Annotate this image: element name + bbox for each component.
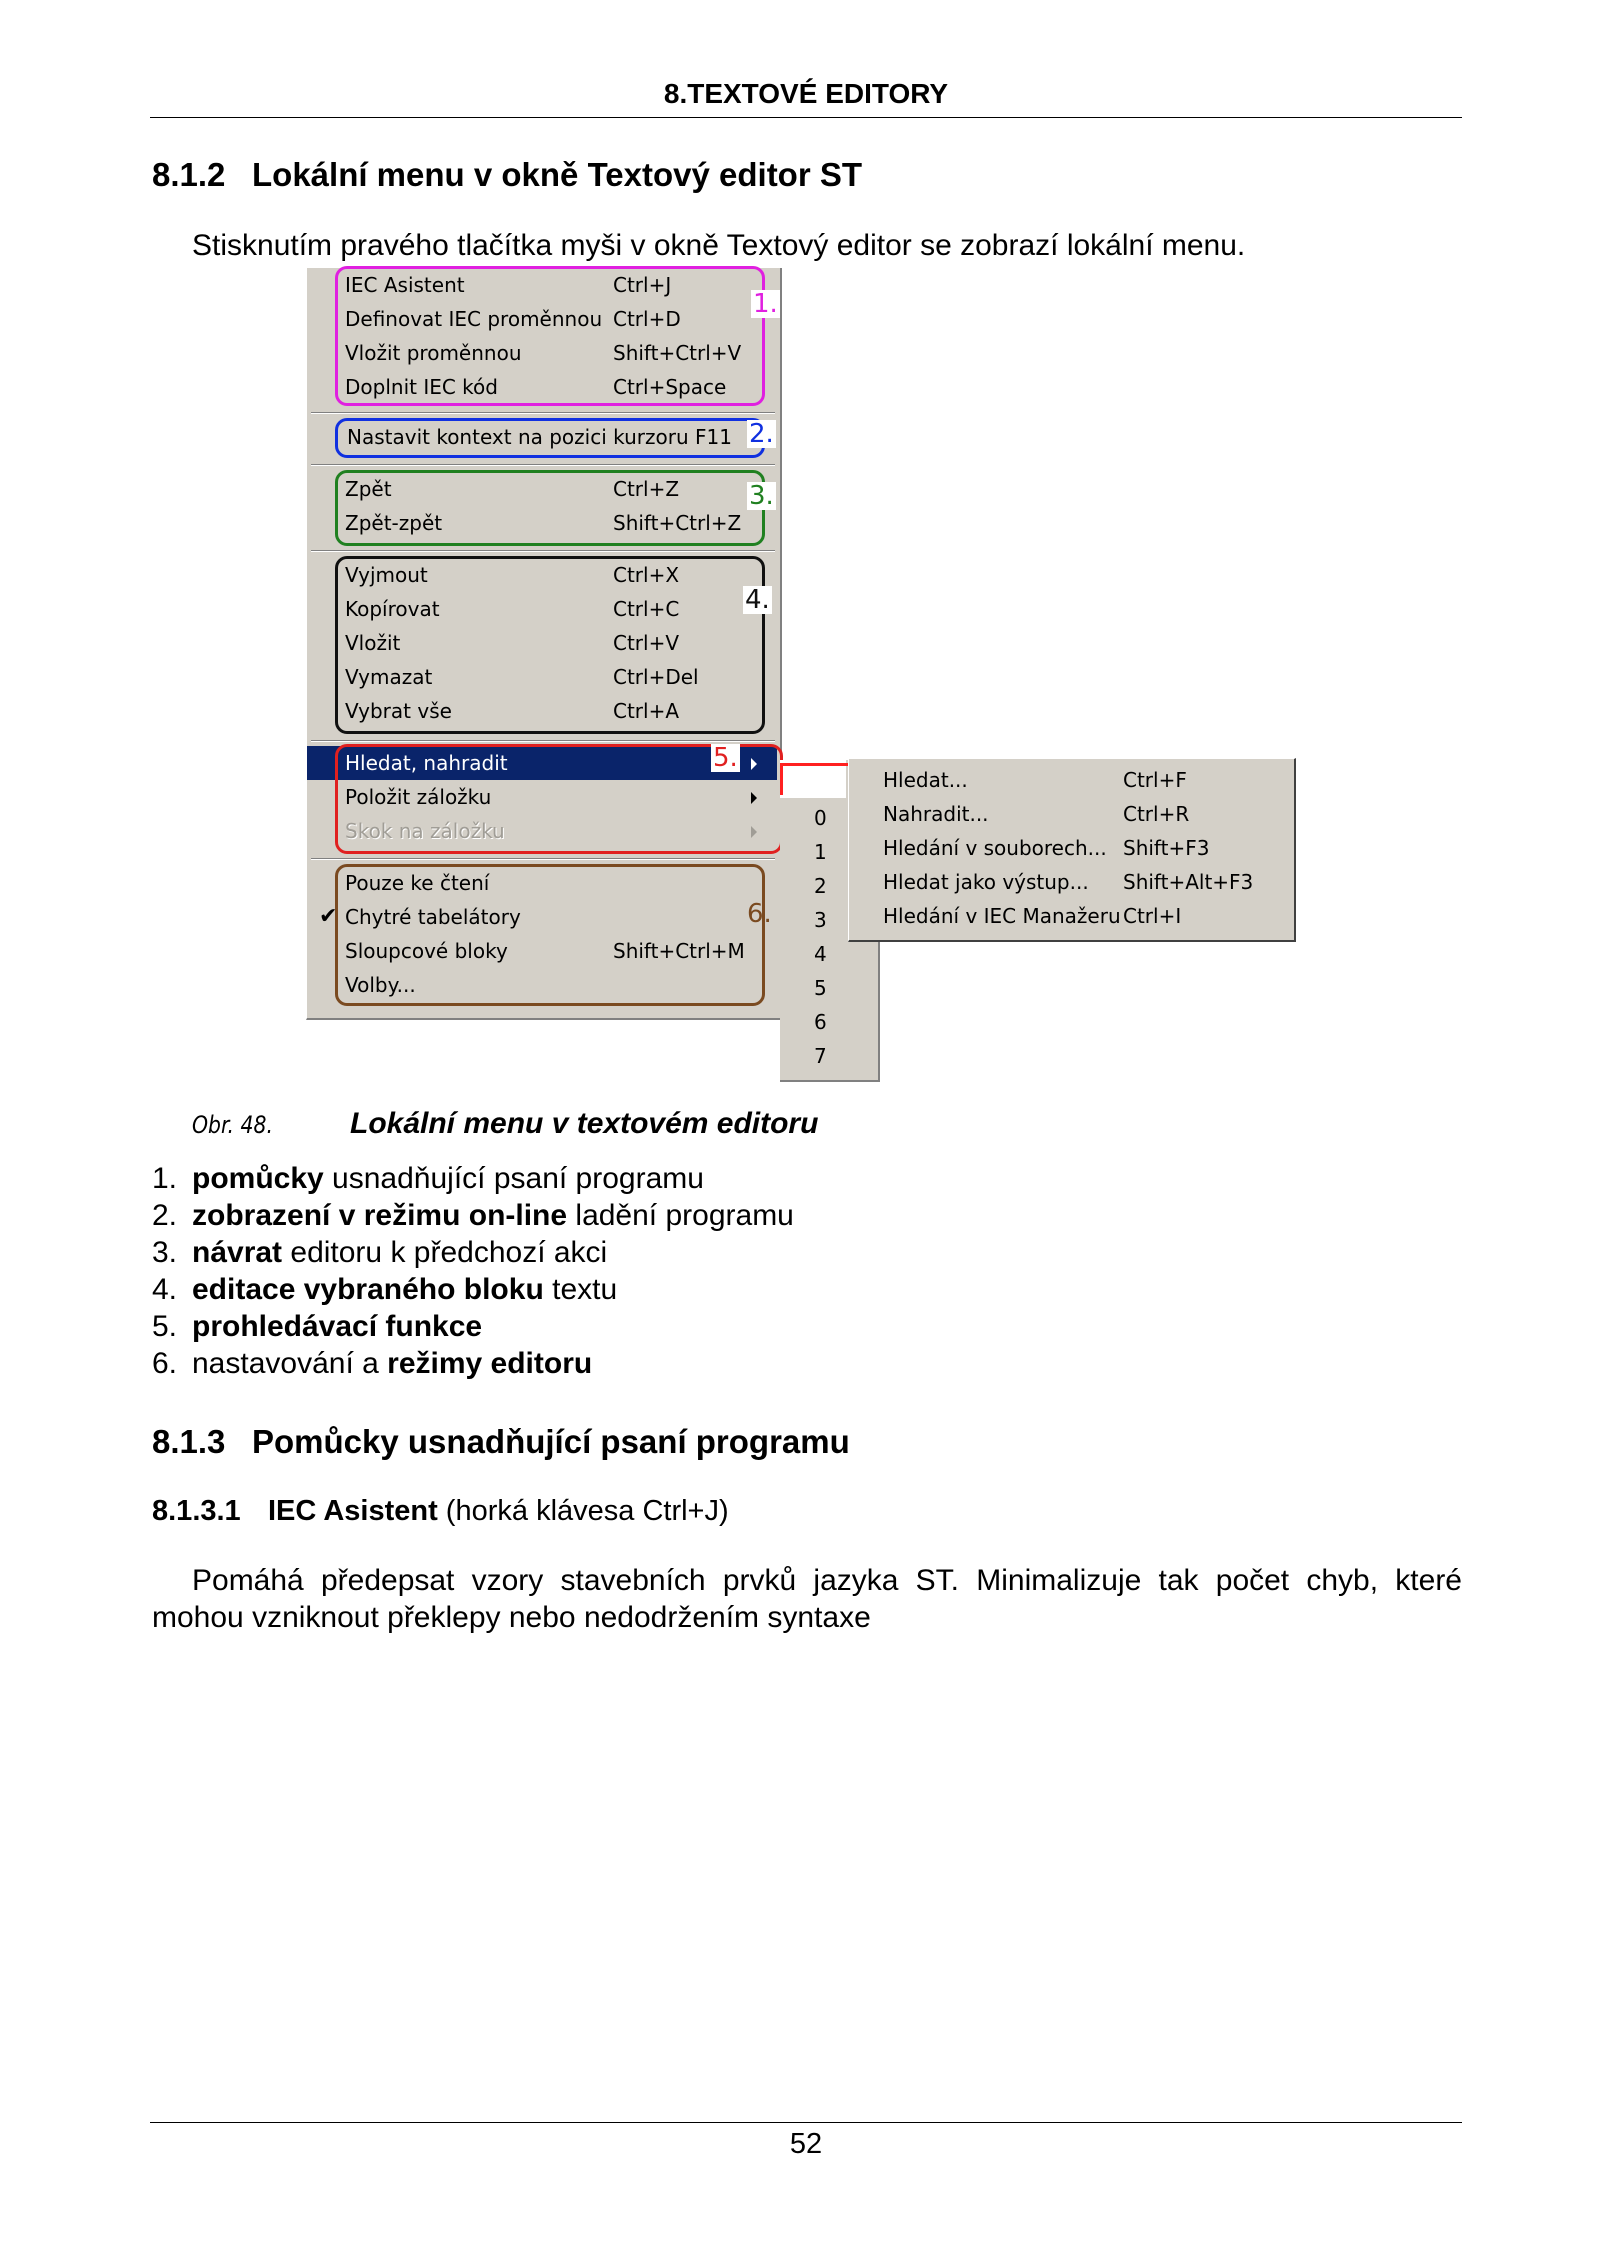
list-number: 2. xyxy=(152,1199,178,1232)
group-mark-5: 5. xyxy=(713,743,738,773)
menu-item-label: Doplnit IEC kód xyxy=(345,375,498,399)
group-mark-2: 2. xyxy=(749,419,774,449)
menu-item-label: Hledání v IEC Manažeru xyxy=(883,904,1121,928)
list-item xyxy=(152,1197,794,1234)
legend-list xyxy=(152,1160,794,1382)
menu-item-label: Vybrat vše xyxy=(345,699,452,723)
body-paragraph: Pomáhá předepsat vzory stavebních prvků jazyka ST. Minimalizuje tak počet chyb, které mohou vzniknout překlepy nebo nedodržením syntaxe xyxy=(152,1564,1462,1634)
menu-item-label: Nastavit kontext na pozici kurzoru F11 xyxy=(347,425,732,449)
group-outline-2 xyxy=(335,418,765,458)
menu-item-shortcut: Ctrl+Z xyxy=(613,477,680,501)
menu-item-shortcut: Shift+Ctrl+M xyxy=(613,939,745,963)
menu-item-shortcut: Ctrl+F xyxy=(1123,768,1187,792)
submenu-connector xyxy=(780,763,848,766)
menu-item-shortcut: Shift+Ctrl+Z xyxy=(613,511,742,535)
submenu-connector xyxy=(780,763,783,795)
line-number: 7 xyxy=(814,1044,827,1068)
list-number: 1. xyxy=(152,1162,178,1195)
checkmark-icon: ✔ xyxy=(319,904,338,929)
page-number: 52 xyxy=(789,2128,823,2160)
line-number: 2 xyxy=(814,874,827,898)
line-number: 0 xyxy=(814,806,827,830)
submenu-item-hledat-jako-vystup[interactable] xyxy=(849,865,1289,899)
menu-item-shortcut: Ctrl+X xyxy=(613,563,680,587)
list-rest: textu xyxy=(543,1273,618,1306)
menu-item-shortcut: Ctrl+D xyxy=(613,307,681,331)
menu-item-label: Hledat jako výstup... xyxy=(883,870,1089,894)
group-outline-1 xyxy=(335,266,765,406)
intro-paragraph: Stisknutím pravého tlačítka myši v okně Textový editor se zobrazí lokální menu. xyxy=(192,229,1246,262)
menu-item-shortcut: Ctrl+A xyxy=(613,699,680,723)
menu-item-label: Zpět xyxy=(345,477,392,501)
menu-item-label: Volby... xyxy=(345,973,416,997)
list-item xyxy=(152,1345,794,1382)
section-heading-8-1-3 xyxy=(152,1423,850,1461)
menu-item-label: Chytré tabelátory xyxy=(345,905,521,929)
list-item xyxy=(152,1160,794,1197)
list-bold: prohledávací funkce xyxy=(192,1310,483,1343)
list-number: 6. xyxy=(152,1347,178,1380)
line-number: 4 xyxy=(814,942,827,966)
menu-separator xyxy=(311,740,775,742)
section-heading-8-1-3-1 xyxy=(152,1495,729,1528)
submenu-item-hledani-v-souborech[interactable] xyxy=(849,831,1289,865)
menu-item-label: Zpět-zpět xyxy=(345,511,443,535)
list-rest: usnadňující psaní programu xyxy=(323,1162,704,1195)
running-header: 8.TEXTOVÉ EDITORY xyxy=(663,78,949,109)
group-mark-4: 4. xyxy=(745,585,770,615)
menu-item-shortcut: Ctrl+J xyxy=(613,273,672,297)
list-bold: zobrazení v režimu on-line xyxy=(192,1199,568,1232)
list-rest: editoru k předchozí akci xyxy=(282,1236,608,1269)
group-mark-3: 3. xyxy=(749,481,774,511)
list-number: 3. xyxy=(152,1236,178,1269)
menu-item-label: Hledat... xyxy=(883,768,968,792)
section-title: Lokální menu v okně Textový editor ST xyxy=(252,156,863,193)
menu-item-shortcut: Shift+Ctrl+V xyxy=(613,341,742,365)
list-item xyxy=(152,1234,794,1271)
menu-separator xyxy=(311,412,775,414)
footer-rule xyxy=(150,2122,1462,2123)
menu-item-label: Vyjmout xyxy=(345,563,428,587)
list-bold: editace vybraného bloku xyxy=(192,1273,544,1306)
figure-title: Lokální menu v textovém editoru xyxy=(350,1107,819,1140)
section-title: IEC Asistent xyxy=(268,1495,438,1527)
group-mark-6: 6. xyxy=(747,899,772,929)
list-rest: ladění programu xyxy=(567,1199,794,1232)
submenu-item-nahradit[interactable] xyxy=(849,797,1289,831)
menu-item-shortcut: Ctrl+C xyxy=(613,597,680,621)
group-outline-4 xyxy=(335,556,765,734)
line-number: 1 xyxy=(814,840,827,864)
menu-item-shortcut: Ctrl+R xyxy=(1123,802,1190,826)
menu-item-label: Pouze ke čtení xyxy=(345,871,490,895)
group-mark-1: 1. xyxy=(753,289,778,319)
menu-separator xyxy=(311,464,775,466)
section-title: Pomůcky usnadňující psaní programu xyxy=(252,1423,850,1460)
menu-item-label: Sloupcové bloky xyxy=(345,939,508,963)
figure-caption xyxy=(192,1107,818,1141)
group-outline-6 xyxy=(335,864,765,1006)
submenu-item-hledani-v-iec-manazeru[interactable] xyxy=(849,899,1289,933)
menu-item-label: Vložit xyxy=(345,631,401,655)
section-number: 8.1.2 xyxy=(152,156,226,193)
list-bold: režimy editoru xyxy=(387,1347,593,1380)
menu-item-label: Hledat, nahradit xyxy=(345,751,508,775)
menu-separator xyxy=(311,550,775,552)
list-bold: pomůcky xyxy=(192,1162,324,1195)
line-number: 5 xyxy=(814,976,827,1000)
line-number: 3 xyxy=(814,908,827,932)
menu-item-label: IEC Asistent xyxy=(345,273,465,297)
line-number: 6 xyxy=(814,1010,827,1034)
submenu-item-hledat[interactable] xyxy=(849,763,1289,797)
menu-separator xyxy=(311,858,775,860)
header-rule xyxy=(150,117,1462,118)
section-number: 8.1.3.1 xyxy=(152,1495,241,1527)
menu-item-shortcut: Shift+F3 xyxy=(1123,836,1210,860)
group-outline-3 xyxy=(335,470,765,546)
context-menu xyxy=(306,268,782,1020)
list-pre: nastavování a xyxy=(192,1347,388,1380)
section-heading-8-1-2 xyxy=(152,156,862,194)
menu-item-label: Kopírovat xyxy=(345,597,440,621)
search-submenu xyxy=(848,758,1296,942)
list-number: 5. xyxy=(152,1310,178,1343)
menu-item-label: Nahradit... xyxy=(883,802,989,826)
menu-item-shortcut: Ctrl+I xyxy=(1123,904,1182,928)
menu-item-label: Definovat IEC proměnnou xyxy=(345,307,603,331)
menu-item-label: Vložit proměnnou xyxy=(345,341,522,365)
section-note: (horká klávesa Ctrl+J) xyxy=(437,1495,729,1527)
menu-item-label: Položit záložku xyxy=(345,785,492,809)
list-number: 4. xyxy=(152,1273,178,1306)
section-number: 8.1.3 xyxy=(152,1423,226,1460)
list-item xyxy=(152,1271,794,1308)
menu-item-label: Skok na záložku xyxy=(345,819,505,843)
menu-item-shortcut: Ctrl+Space xyxy=(613,375,727,399)
list-item xyxy=(152,1308,794,1345)
menu-item-label: Hledání v souborech... xyxy=(883,836,1107,860)
menu-item-shortcut: Ctrl+Del xyxy=(613,665,699,689)
list-bold: návrat xyxy=(192,1236,283,1269)
menu-item-shortcut: Shift+Alt+F3 xyxy=(1123,870,1254,894)
menu-item-shortcut: Ctrl+V xyxy=(613,631,680,655)
figure-label: Obr. 48. xyxy=(192,1111,273,1139)
menu-item-label: Vymazat xyxy=(345,665,433,689)
